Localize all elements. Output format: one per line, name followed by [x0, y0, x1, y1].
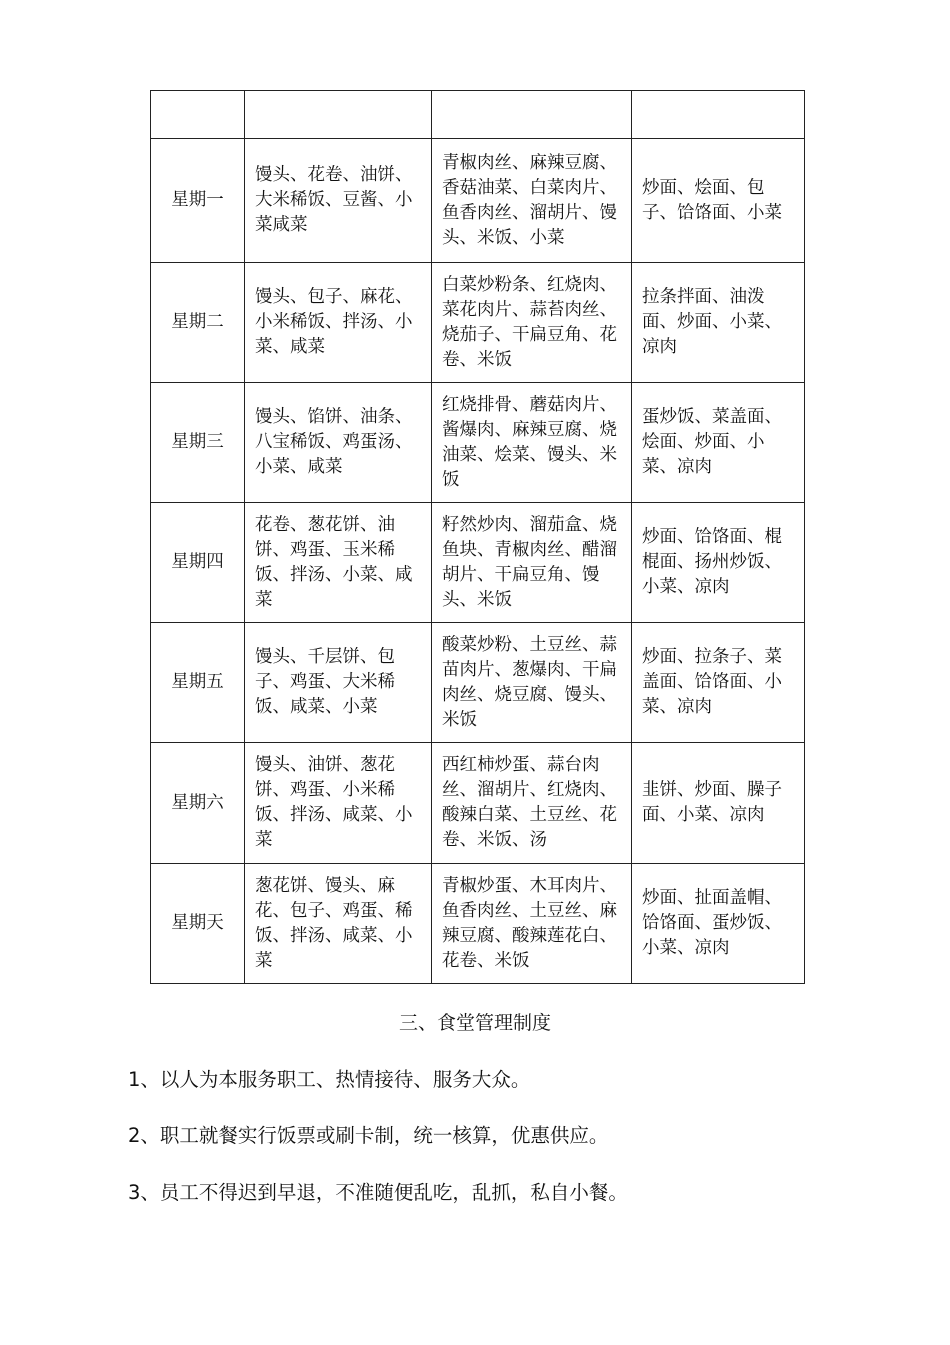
breakfast-cell: 花卷、葱花饼、油饼、鸡蛋、玉米稀饭、拌汤、小菜、咸菜	[245, 503, 432, 623]
dinner-cell: 拉条拌面、油泼面、炒面、小菜、凉肉	[632, 263, 805, 383]
table-row	[151, 864, 805, 984]
dinner-cell: 蛋炒饭、菜盖面、烩面、炒面、小菜、凉肉	[632, 383, 805, 503]
lunch-cell: 青椒肉丝、麻辣豆腐、香菇油菜、白菜肉片、鱼香肉丝、溜胡片、馒头、米饭、小菜	[432, 139, 632, 263]
lunch-cell: 西红柿炒蛋、蒜台肉丝、溜胡片、红烧肉、酸辣白菜、土豆丝、花卷、米饭、汤	[432, 743, 632, 864]
lunch-cell: 酸菜炒粉、土豆丝、蒜苗肉片、葱爆肉、干扁肉丝、烧豆腐、馒头、米饭	[432, 623, 632, 743]
rule-item: 2、职工就餐实行饭票或刷卡制，统一核算，优惠供应。	[128, 1124, 609, 1147]
breakfast-cell: 馒头、油饼、葱花饼、鸡蛋、小米稀饭、拌汤、咸菜、小菜	[245, 743, 432, 864]
dinner-cell: 炒面、烩面、包子、饸饹面、小菜	[632, 139, 805, 263]
day-cell: 星期五	[151, 623, 245, 743]
dinner-cell: 炒面、扯面盖帽、饸饹面、蛋炒饭、小菜、凉肉	[632, 864, 805, 984]
dinner-cell: 韭饼、炒面、臊子面、小菜、凉肉	[632, 743, 805, 864]
weekly-menu-table	[150, 90, 805, 984]
lunch-cell: 籽然炒肉、溜茄盒、烧鱼块、青椒肉丝、醋溜胡片、干扁豆角、馒头、米饭	[432, 503, 632, 623]
lunch-cell: 红烧排骨、蘑菇肉片、酱爆肉、麻辣豆腐、烧油菜、烩菜、馒头、米饭	[432, 383, 632, 503]
rule-item: 1、以人为本服务职工、热情接待、服务大众。	[128, 1068, 531, 1091]
breakfast-cell: 馒头、花卷、油饼、大米稀饭、豆酱、小菜咸菜	[245, 139, 432, 263]
breakfast-cell: 馒头、千层饼、包子、鸡蛋、大米稀饭、咸菜、小菜	[245, 623, 432, 743]
table-row	[151, 263, 805, 383]
breakfast-cell: 馒头、馅饼、油条、八宝稀饭、鸡蛋汤、小菜、咸菜	[245, 383, 432, 503]
day-cell: 星期四	[151, 503, 245, 623]
table-row	[151, 623, 805, 743]
table-row	[151, 383, 805, 503]
dinner-cell: 炒面、饸饹面、棍棍面、扬州炒饭、小菜、凉肉	[632, 503, 805, 623]
day-cell: 星期六	[151, 743, 245, 864]
day-cell: 星期天	[151, 864, 245, 984]
section-title: 三、食堂管理制度	[398, 1012, 551, 1034]
day-cell: 星期一	[151, 139, 245, 263]
dinner-cell: 炒面、拉条子、菜盖面、饸饹面、小菜、凉肉	[632, 623, 805, 743]
header-cell	[245, 91, 432, 139]
breakfast-cell: 葱花饼、馒头、麻花、包子、鸡蛋、稀饭、拌汤、咸菜、小菜	[245, 864, 432, 984]
table-row	[151, 139, 805, 263]
header-cell	[432, 91, 632, 139]
rule-item: 3、员工不得迟到早退，不准随便乱吃，乱抓，私自小餐。	[128, 1181, 628, 1204]
table-header-row	[151, 91, 805, 139]
breakfast-cell: 馒头、包子、麻花、小米稀饭、拌汤、小菜、咸菜	[245, 263, 432, 383]
lunch-cell: 白菜炒粉条、红烧肉、菜花肉片、蒜苔肉丝、烧茄子、干扁豆角、花卷、米饭	[432, 263, 632, 383]
table-row	[151, 743, 805, 864]
day-cell: 星期三	[151, 383, 245, 503]
header-cell	[632, 91, 805, 139]
header-cell	[151, 91, 245, 139]
day-cell: 星期二	[151, 263, 245, 383]
lunch-cell: 青椒炒蛋、木耳肉片、鱼香肉丝、土豆丝、麻辣豆腐、酸辣莲花白、花卷、米饭	[432, 864, 632, 984]
table-row	[151, 503, 805, 623]
